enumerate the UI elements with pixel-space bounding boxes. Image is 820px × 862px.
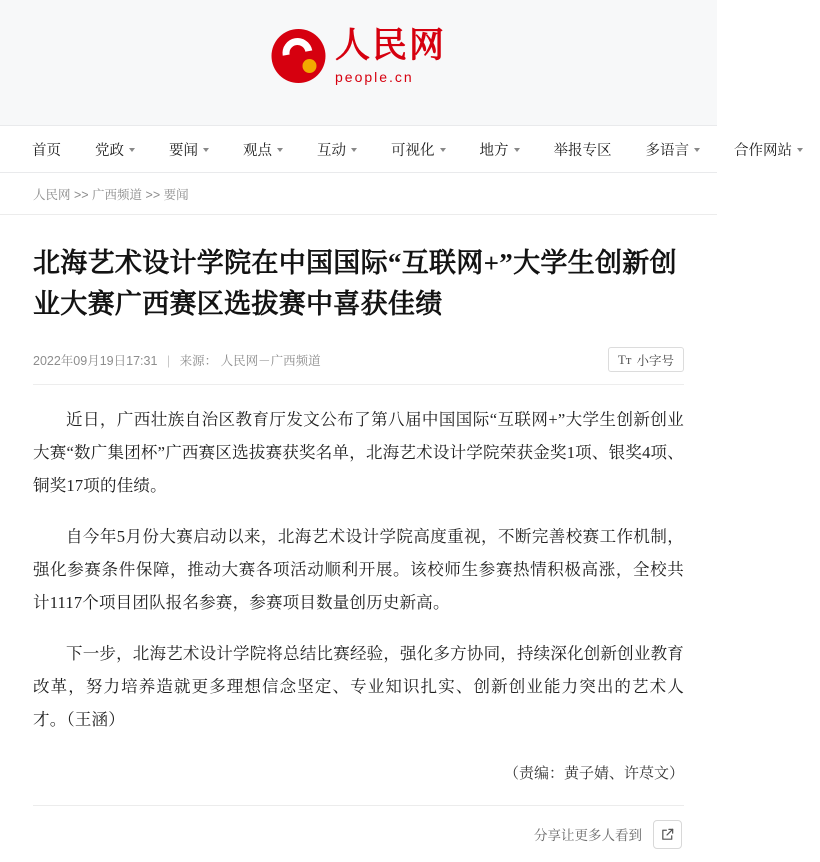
nav-label: 观点 xyxy=(243,142,272,159)
font-size-button[interactable] xyxy=(608,347,684,372)
font-size-label: 小字号 xyxy=(636,353,674,368)
text-size-icon: Tт xyxy=(617,352,632,367)
article-source-label: 来源： xyxy=(179,353,218,368)
chevron-down-icon xyxy=(797,148,803,152)
nav-item-party-government[interactable] xyxy=(78,139,152,160)
external-link-icon[interactable] xyxy=(653,820,682,849)
article-body xyxy=(33,403,684,736)
nav-label: 合作网站 xyxy=(734,142,792,159)
article-timestamp: 2022年09月19日17:31 xyxy=(33,353,158,368)
article-source: 人民网－广西频道 xyxy=(220,353,321,368)
main-navigation xyxy=(0,126,792,173)
meta-separator: | xyxy=(166,353,171,368)
nav-label: 地方 xyxy=(479,142,509,159)
article-paragraph: 自今年5月份大赛启动以来，北海艺术设计学院高度重视，不断完善校赛工作机制，强化参赛条件保障，推动大赛各项活动顺利开展。该校师生参赛热情积极高涨，全校共计1117个项目团队报名参赛，参赛项目数量创历史新高。 xyxy=(33,527,684,612)
logo-title-en: people.cn xyxy=(334,69,414,85)
site-masthead xyxy=(0,0,717,126)
article-paragraph: 近日，广西壮族自治区教育厅发文公布了第八届中国国际“互联网+”大学生创新创业大赛“数广集团杯”广西赛区选拔赛获奖名单，北海艺术设计学院荣获金奖1项、银奖4项、铜奖17项的佳绩。 xyxy=(33,410,684,495)
nav-label: 党政 xyxy=(95,142,124,159)
nav-item-home[interactable] xyxy=(26,139,78,160)
nav-item-visualization[interactable] xyxy=(374,139,463,160)
nav-label: 多语言 xyxy=(645,142,689,159)
chevron-down-icon xyxy=(203,148,209,152)
article-paragraph: 下一步，北海艺术设计学院将总结比赛经验，强化多方协同，持续深化创新创业教育改革，努力培养造就更多理想信念坚定、专业知识扎实、创新创业能力突出的艺术人才。（王涵） xyxy=(33,644,684,729)
article-container xyxy=(0,243,717,862)
nav-item-local[interactable] xyxy=(463,139,537,160)
chevron-down-icon xyxy=(129,148,135,152)
share-label: 分享让更多人看到 xyxy=(534,828,642,843)
nav-item-partner-sites[interactable] xyxy=(717,139,820,160)
article-meta-left xyxy=(33,351,608,369)
chevron-down-icon xyxy=(351,148,357,152)
breadcrumb-text: 人民网 >> 广西频道 >> 要闻 xyxy=(33,187,189,202)
people-cn-logo-icon xyxy=(271,29,325,83)
nav-label: 可视化 xyxy=(391,142,435,159)
nav-label: 要闻 xyxy=(169,142,198,159)
logo-text-block xyxy=(335,28,446,84)
breadcrumb[interactable] xyxy=(0,173,717,215)
share-bar xyxy=(33,805,684,862)
nav-item-report-zone[interactable] xyxy=(537,139,629,160)
nav-item-interaction[interactable] xyxy=(300,139,374,160)
chevron-down-icon xyxy=(440,148,446,152)
nav-item-top-news[interactable] xyxy=(152,139,226,160)
site-logo[interactable] xyxy=(271,28,446,84)
page-title: 北海艺术设计学院在中国国际“互联网+”大学生创新创业大赛广西赛区选拔赛中喜获佳绩 xyxy=(33,248,677,319)
nav-item-languages[interactable] xyxy=(629,139,718,160)
logo-title-cn: 人民网 xyxy=(334,26,447,65)
nav-label: 举报专区 xyxy=(553,142,612,159)
article-editor-credit: （责编：黄子婧、许荩文） xyxy=(503,766,684,782)
nav-label: 互动 xyxy=(317,142,346,159)
nav-label: 首页 xyxy=(32,142,61,159)
article-meta xyxy=(33,347,684,385)
chevron-down-icon xyxy=(514,148,520,152)
nav-item-opinion[interactable] xyxy=(226,139,300,160)
chevron-down-icon xyxy=(277,148,283,152)
chevron-down-icon xyxy=(694,148,700,152)
